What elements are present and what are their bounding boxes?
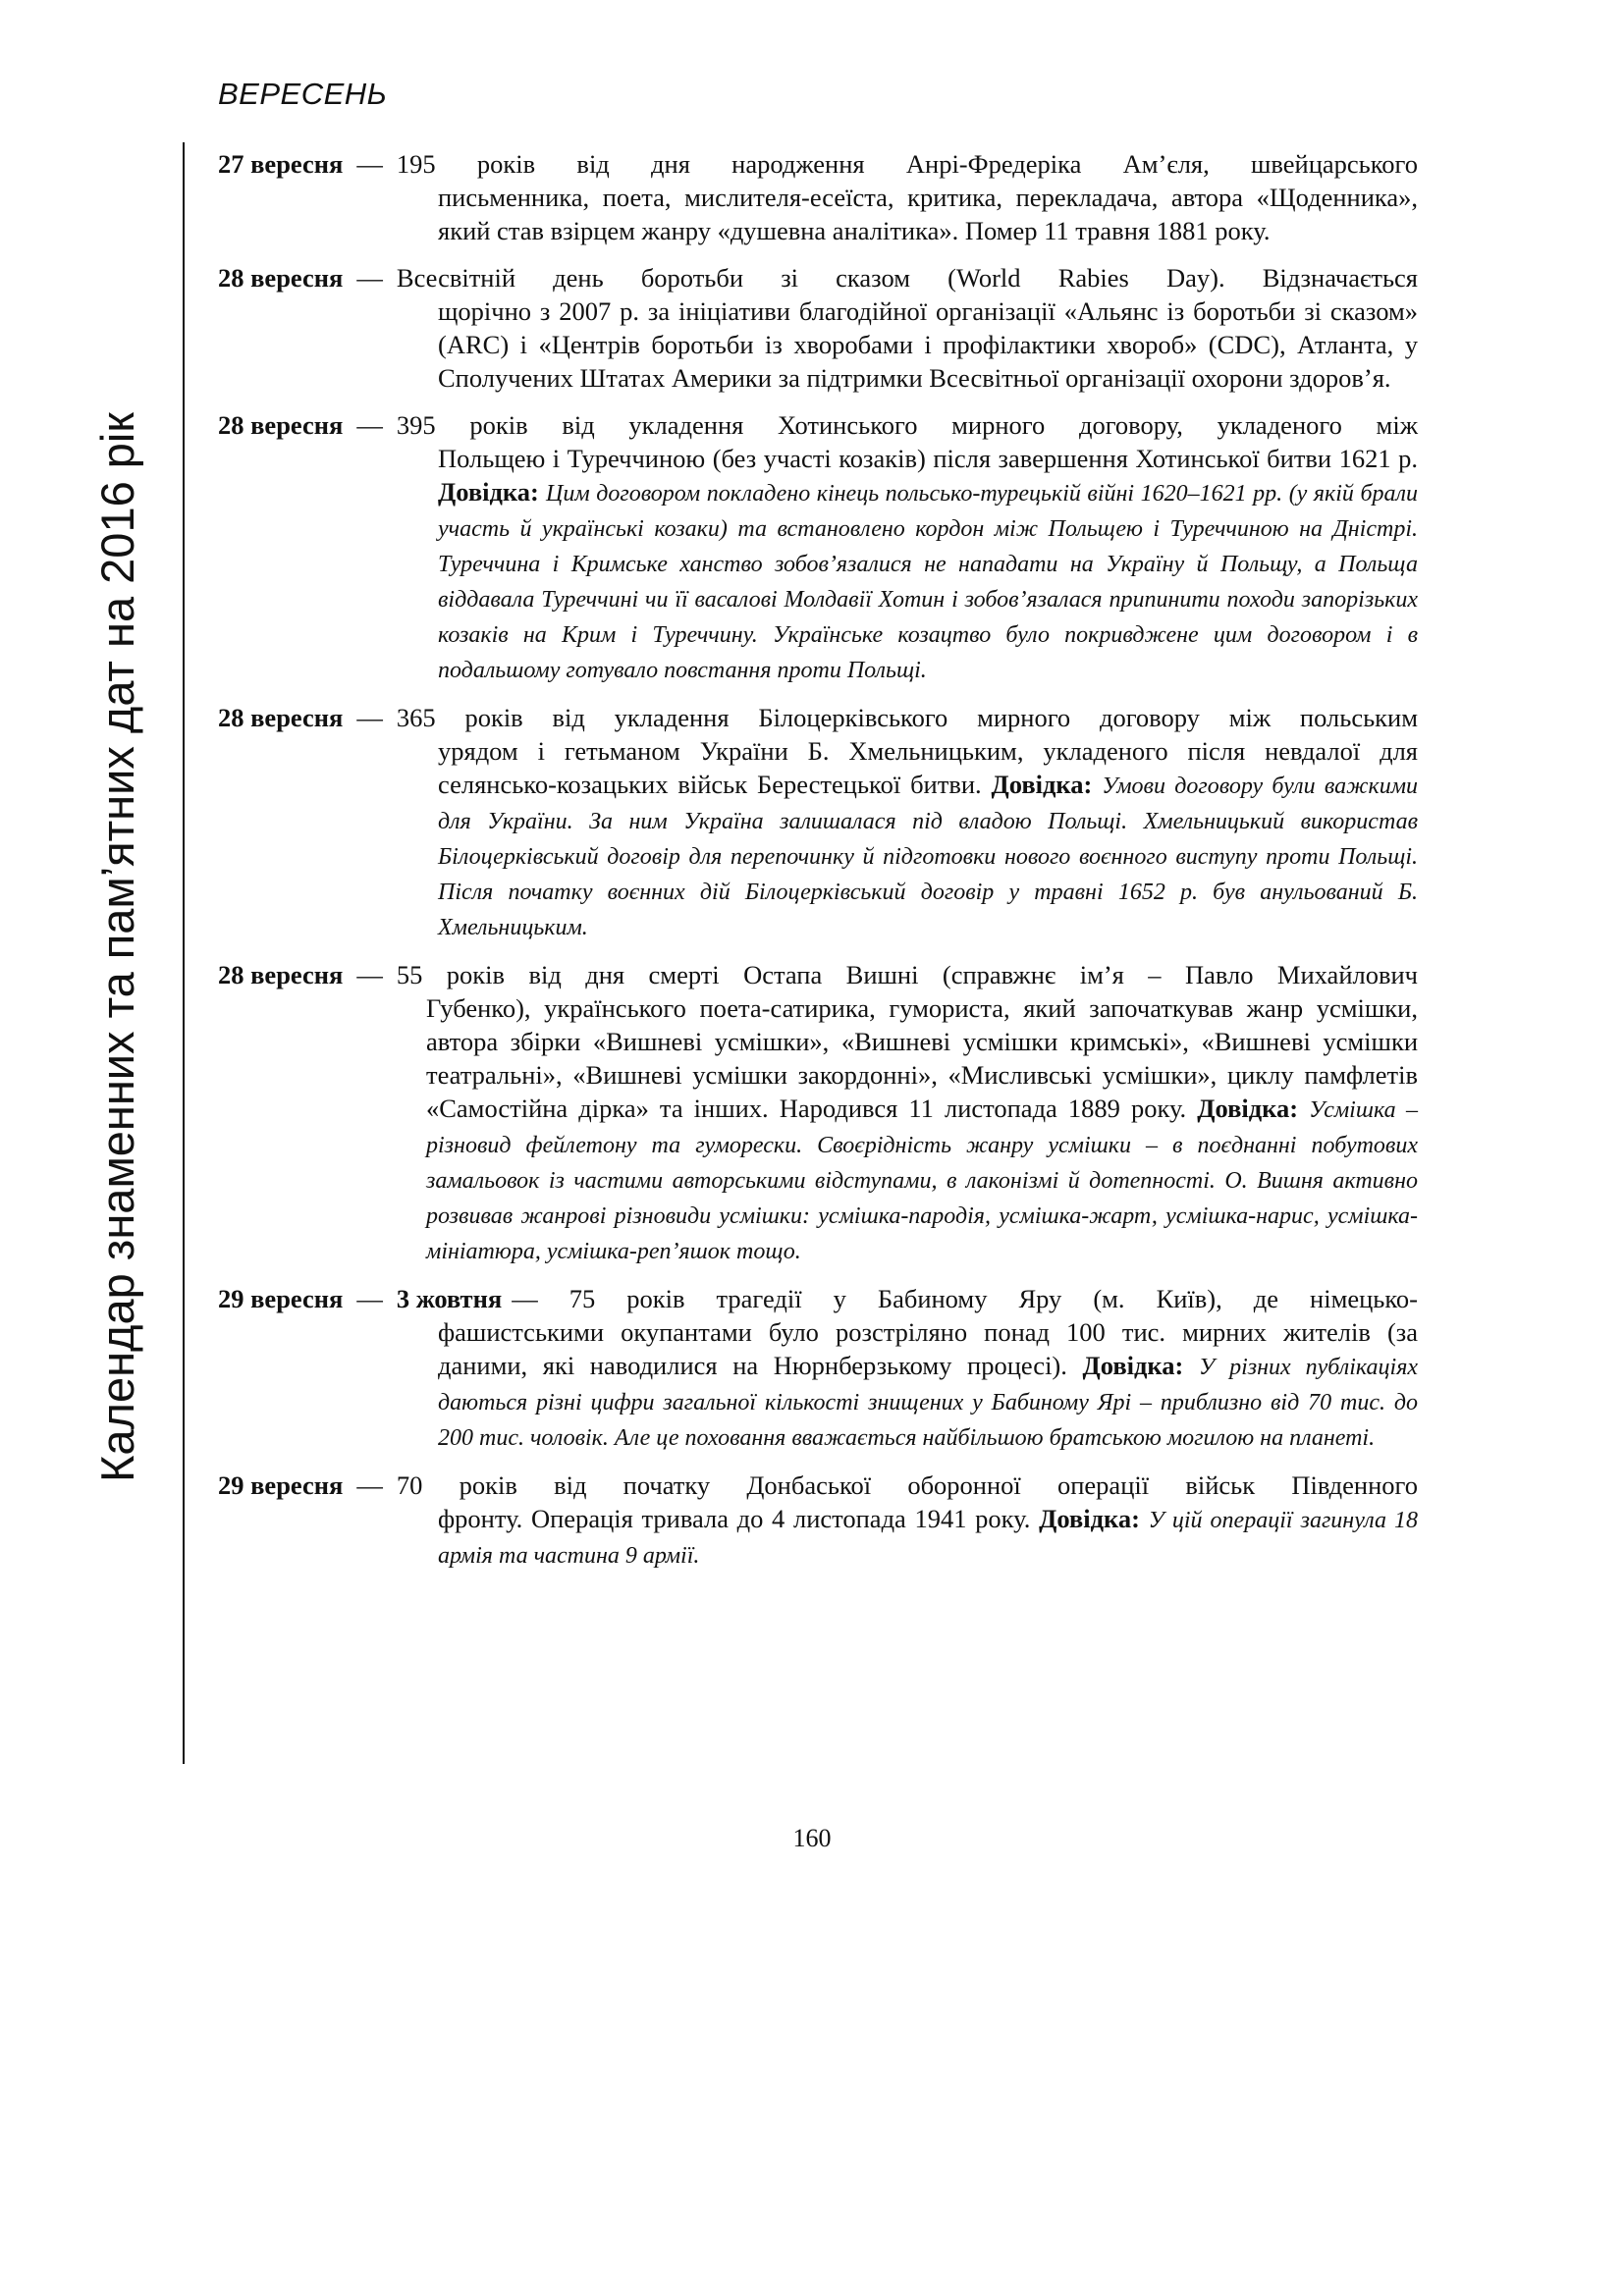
entry-dash: —: [356, 410, 383, 440]
entry-text: фронту. Операція тривала до 4 листопада 1941 року.: [438, 1504, 1031, 1533]
entry-dash: —: [356, 1470, 383, 1500]
entry-body: [218, 1315, 1418, 1455]
entry-first-line: 70 років від початку Донбаської оборонної операції військ Південного: [396, 1470, 1418, 1500]
entry-end-date: 3 жовтня: [396, 1284, 503, 1313]
entry-body: [218, 1502, 1418, 1573]
entry-date: 28 вересня: [218, 703, 344, 732]
entry-first-line: 395 років від укладення Хотинського мирного договору, укладеного між: [396, 410, 1418, 440]
side-title: Календар знаменних та пам’ятних дат на 2016 рік: [91, 412, 143, 1482]
reference-label: Довідка:: [1039, 1504, 1140, 1533]
side-rule: [183, 142, 185, 1764]
entry-first-line: 365 років від укладення Білоцерківського мирного договору між польським: [396, 703, 1418, 732]
entry-dash: —: [356, 149, 383, 179]
entries-list: [218, 147, 1418, 1586]
entry-text: Губенко), українського поета-сатирика, гумориста, який започаткував жанр усмішки, автора збірки «Вишневі усмішки», «Вишневі усмішки кримські», «Вишневі усмішки театральні», «Вишневі усмішки закордонні», «Мисливські усмішки», циклу памфлетів «Самостійна дірка» та інших. Народився 11 листопада 1889 року.: [426, 993, 1418, 1123]
entry-dash: —: [356, 703, 383, 732]
month-header: ВЕРЕСЕНЬ: [218, 77, 388, 111]
entry: [218, 261, 1418, 395]
reference-text: Умови договору були важкими для України. За ним Україна залишалася під владою Польщі. Хмельницький використав Білоцерківський договір для перепочинку й підготовки нового воєнного виступу проти Польщі. Після початку воєнних дій Білоцерківський договір у травні 1652 р. був анульований Б. Хмельницьким.: [438, 774, 1419, 940]
reference-label: Довідка:: [438, 477, 539, 507]
entry: [218, 958, 1418, 1268]
entry-text: щорічно з 2007 р. за ініціативи благодійної організації «Альянс із боротьби зі сказом» (ARC) і «Центрів боротьби із хворобами і профілактики хвороб» (CDC), Атланта, у Сполучених Штатах Америки за підтримки Всесвітньої організації охорони здоров’я.: [438, 296, 1418, 393]
entry: [218, 1468, 1418, 1573]
entry-first-line: 195 років від дня народження Анрі-Фредеріка Ам’єля, швейцарського: [396, 149, 1418, 179]
page-number: 160: [792, 1824, 832, 1852]
entry-date: 28 вересня: [218, 960, 344, 989]
entry-dash: —: [356, 1284, 383, 1313]
reference-label: Довідка:: [991, 770, 1093, 799]
entry-date: 27 вересня: [218, 149, 344, 179]
entry-body: [218, 294, 1418, 395]
entry-dash: —: [356, 263, 383, 293]
entry-body: [218, 442, 1418, 687]
entry-body: [218, 181, 1418, 247]
entry: [218, 408, 1418, 687]
reference-label: Довідка:: [1197, 1094, 1299, 1123]
entry-body: [218, 991, 1418, 1268]
entry-body: [218, 734, 1418, 944]
entry: [218, 701, 1418, 944]
entry-first-line: — 75 років трагедії у Бабиному Яру (м. Київ), де німецько-: [512, 1284, 1418, 1313]
entry-date: 29 вересня: [218, 1284, 344, 1313]
entry: [218, 147, 1418, 247]
reference-text: Цим договором покладено кінець польсько-турецькій війні 1620–1621 рр. (у якій брали участь й українські козаки) та встановлено кордон між Польщею і Туреччиною на Дністрі. Туреччина і Кримське ханство зобов’язалися не нападати на Україну й Польщу, а Польща віддавала Туреччині чи її васалові Молдавії Хотин і зобов’язалася припинити походи запорізьких козаків на Крим і Туреччину. Українське козацтво було покривджене цим договором і в подальшому готувало повстання проти Польщі.: [438, 481, 1418, 683]
entry-first-line: Всесвітній день боротьби зі сказом (World Rabies Day). Відзначається: [396, 263, 1418, 293]
entry-date: 28 вересня: [218, 263, 344, 293]
entry-text: письменника, поета, мислителя-есеїста, критика, перекладача, автора «Щоденника», який став взірцем жанру «душевна аналітика». Помер 11 травня 1881 року.: [438, 183, 1418, 245]
entry-date: 28 вересня: [218, 410, 344, 440]
reference-text: У різних публікаціях даються різні цифри загальної кількості знищених у Бабиному Ярі – приблизно від 70 тис. до 200 тис. чоловік. Але це поховання вважається найбільшою братською могилою на планеті.: [438, 1355, 1419, 1451]
entry-text: урядом і гетьманом України Б. Хмельницьким, укладеного після невдалої для селянсько-козацьких військ Берестецької битви.: [438, 736, 1418, 799]
entry-date: 29 вересня: [218, 1470, 344, 1500]
reference-text: Усмішка – різновид фейлетону та гуморески. Своєрідність жанру усмішки – в поєднанні побутових замальовок із частими авторськими відступами, в лаконізмі й дотепності. О. Вишня активно розвивав жанрові різновиди усмішки: усмішка-пародія, усмішка-жарт, усмішка-нарис, усмішка-мініатюра, усмішка-реп’яшок тощо.: [426, 1097, 1419, 1264]
entry: [218, 1282, 1418, 1455]
entry-first-line: 55 років від дня смерті Остапа Вишні (справжнє ім’я – Павло Михайлович: [396, 960, 1418, 989]
entry-text: фашистськими окупантами було розстріляно понад 100 тис. мирних жителів (за даними, які наводилися на Нюрнберзькому процесі).: [438, 1317, 1418, 1380]
reference-text: У цій операції загинула 18 армія та частина 9 армії.: [438, 1508, 1419, 1569]
entry-text: Польщею і Туреччиною (без участі козаків) після завершення Хотинської битви 1621 р.: [438, 444, 1418, 473]
reference-label: Довідка:: [1082, 1351, 1184, 1380]
entry-dash: —: [356, 960, 383, 989]
